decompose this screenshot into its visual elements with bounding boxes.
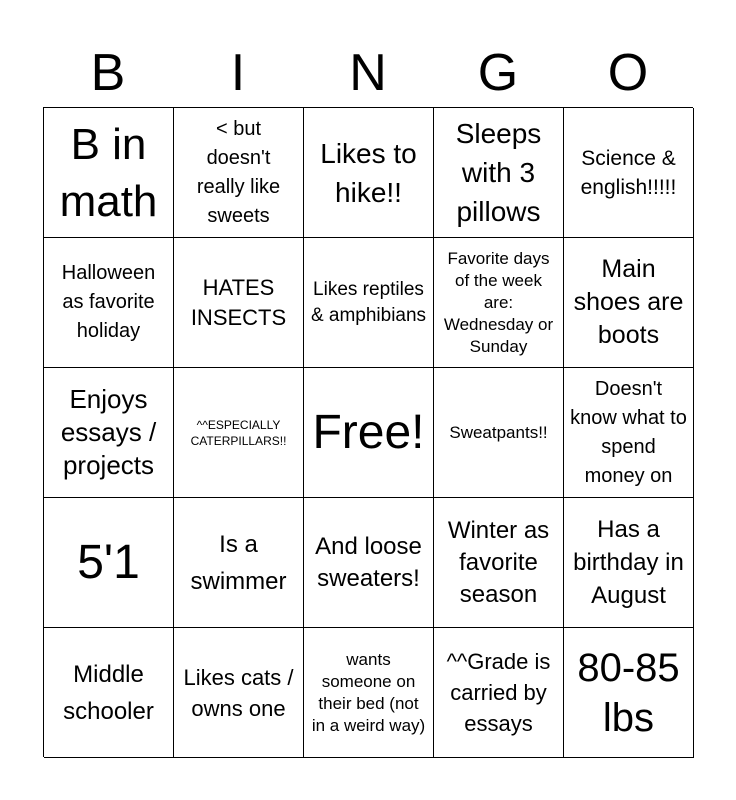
cell-text: Favorite days of the week are: Wednesday or Sunday <box>443 248 554 356</box>
bingo-cell <box>174 368 304 498</box>
bingo-cell <box>44 498 174 628</box>
cell-text: Halloween as favorite holiday <box>61 262 156 342</box>
bingo-cell <box>44 368 174 498</box>
header-letter-n: N <box>349 44 387 102</box>
cell-text: Sweatpants!! <box>449 422 548 442</box>
cell-text: Likes to hike!! <box>320 137 417 208</box>
cell-text: Has a birthday in August <box>573 516 684 609</box>
bingo-cell <box>44 628 174 758</box>
bingo-cell <box>44 108 174 238</box>
bingo-cell <box>564 628 694 758</box>
cell-text: Doesn't know what to spend money on <box>570 377 687 487</box>
cell-text: < but doesn't really like sweets <box>196 117 281 227</box>
free-space <box>304 368 434 498</box>
header-letter-b: B <box>90 44 126 102</box>
bingo-cell <box>174 108 304 238</box>
bingo-cell <box>304 498 434 628</box>
cell-text: HATES INSECTS <box>190 274 287 330</box>
bingo-grid <box>43 107 693 757</box>
header-letter-g: G <box>477 44 519 102</box>
bingo-cell <box>434 368 564 498</box>
cell-text: 5'1 <box>77 535 140 589</box>
cell-text: Winter as favorite season <box>447 516 550 608</box>
cell-text: Main shoes are boots <box>573 255 684 349</box>
bingo-cell <box>434 498 564 628</box>
cell-text: Middle schooler <box>63 660 154 725</box>
bingo-cell <box>564 368 694 498</box>
cell-text: Enjoys essays / projects <box>60 384 157 480</box>
bingo-cell <box>564 108 694 238</box>
cell-text: ^^Grade is carried by essays <box>446 649 551 736</box>
bingo-cell <box>304 238 434 368</box>
bingo-cell <box>304 628 434 758</box>
cell-text: Free! <box>312 405 425 459</box>
bingo-header <box>43 42 693 104</box>
bingo-cell <box>304 108 434 238</box>
cell-text: And loose sweaters! <box>315 532 422 592</box>
cell-text: ^^ESPECIALLY CATERPILLARS!! <box>190 417 287 448</box>
cell-text: B in math <box>59 119 158 226</box>
bingo-cell <box>434 238 564 368</box>
header-letter-i: I <box>230 44 246 102</box>
bingo-cell <box>174 498 304 628</box>
bingo-cell <box>434 628 564 758</box>
bingo-cell <box>44 238 174 368</box>
cell-text: Likes reptiles & amphibians <box>310 278 427 326</box>
cell-text: Sleeps with 3 pillows <box>455 118 542 227</box>
bingo-cell <box>564 238 694 368</box>
bingo-cell <box>174 628 304 758</box>
bingo-cell <box>174 238 304 368</box>
cell-text: Likes cats / owns one <box>183 664 294 721</box>
header-letter-o: O <box>607 44 649 102</box>
bingo-cell <box>564 498 694 628</box>
cell-text: Is a swimmer <box>190 530 287 595</box>
cell-text: wants someone on their bed (not in a weird way) <box>311 649 426 735</box>
cell-text: Science & english!!!!! <box>580 146 677 199</box>
bingo-cell <box>434 108 564 238</box>
cell-text: 80-85 lbs <box>577 645 680 740</box>
